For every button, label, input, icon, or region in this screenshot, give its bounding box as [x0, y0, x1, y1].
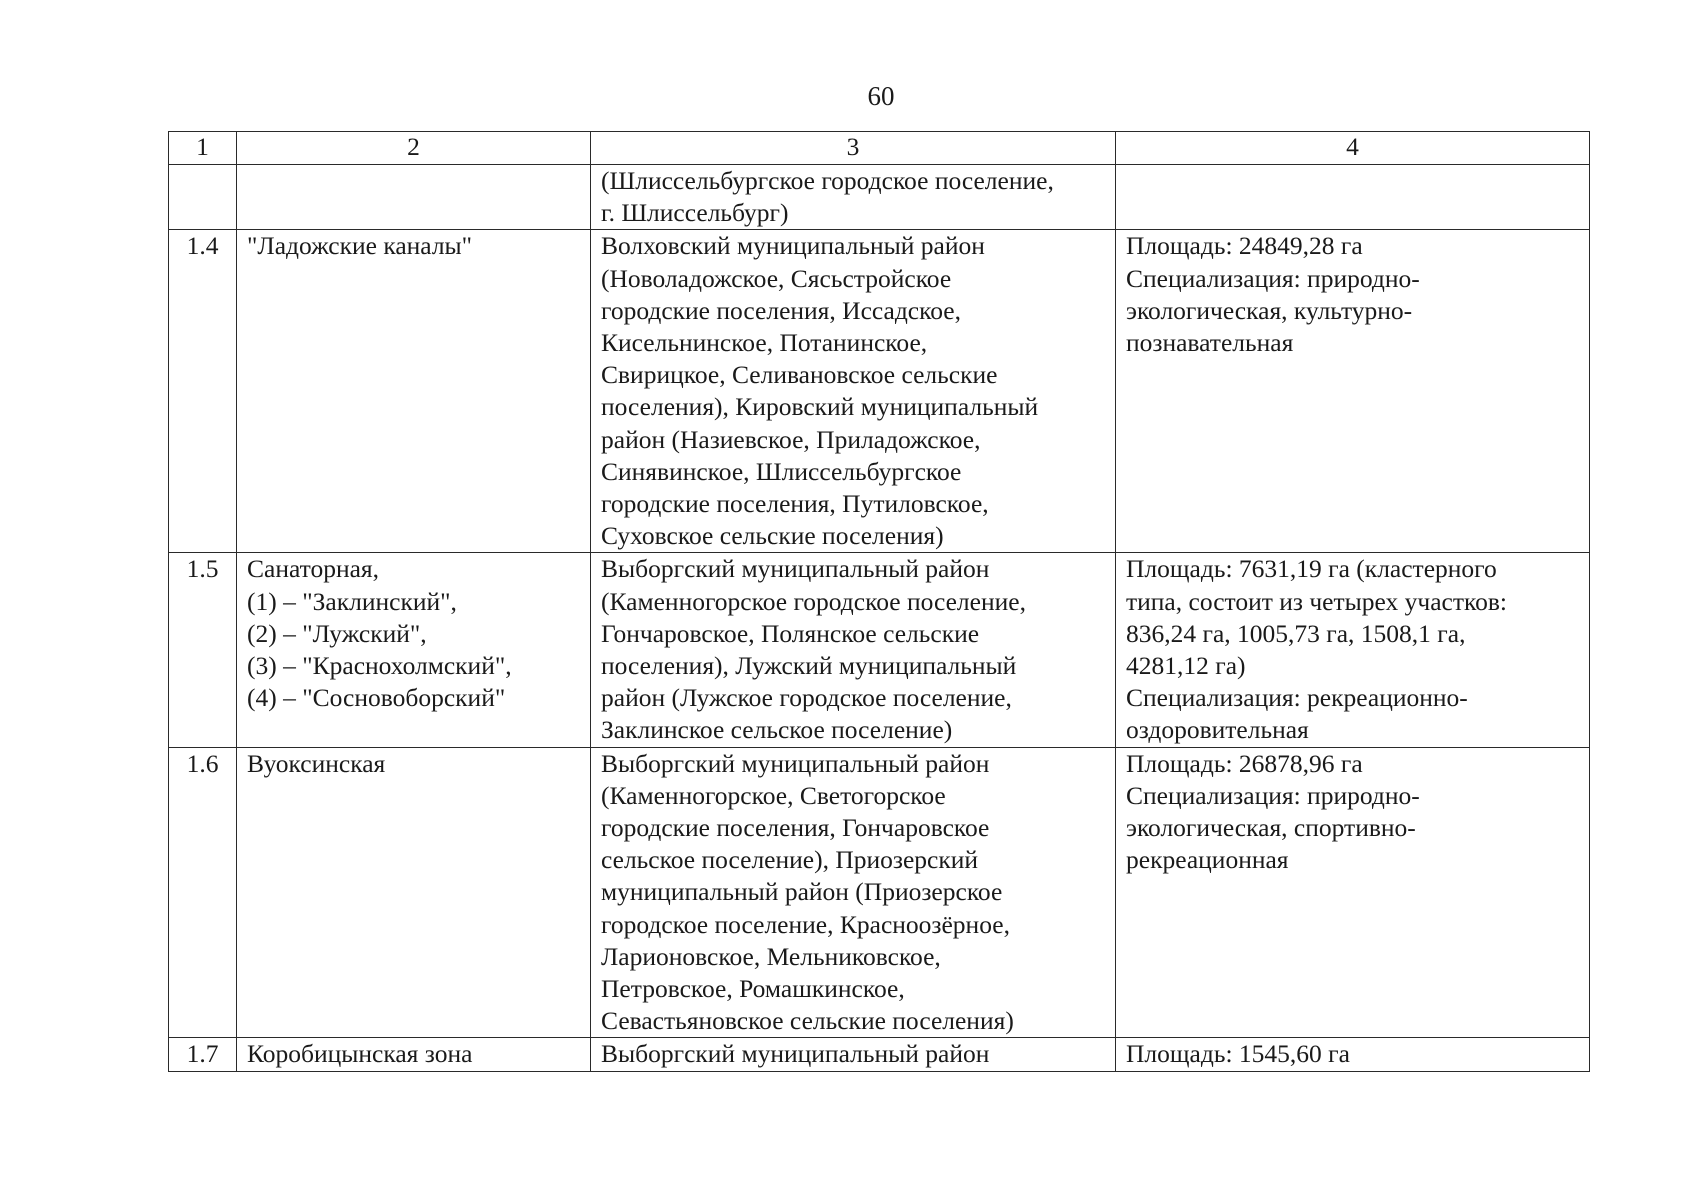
row-number-cell: 1.5 [169, 553, 237, 747]
location-cell [591, 747, 1116, 1038]
table-row [169, 553, 1590, 747]
location-line: Гончаровское, Полянское сельские [601, 618, 980, 648]
zone-name-line: (4) – "Сосновоборский" [247, 683, 506, 713]
location-line: г. Шлиссельбург) [601, 198, 789, 228]
info-line: Площадь: 24849,28 га [1126, 231, 1363, 261]
zone-name-line: (1) – "Заклинский", [247, 586, 457, 616]
zone-name-line: Санаторная, [247, 554, 380, 584]
page-number: 60 [867, 81, 895, 111]
info-line: Специализация: природно- [1126, 780, 1420, 810]
zones-table [168, 131, 1590, 1072]
location-line: Свирицкое, Селивановское сельские [601, 360, 998, 390]
location-cell [591, 165, 1116, 230]
row-number-cell: 1.6 [169, 747, 237, 1038]
table-row [169, 1038, 1590, 1071]
info-cell [1116, 165, 1590, 230]
location-line: городские поселения, Гончаровское [601, 813, 990, 843]
table-row [169, 230, 1590, 553]
location-cell [591, 553, 1116, 747]
location-line: район (Назиевское, Приладожское, [601, 424, 981, 454]
location-line: Выборгский муниципальный район [601, 1039, 990, 1069]
info-line: Специализация: природно- [1126, 263, 1420, 293]
zone-name-line: (3) – "Краснохолмский", [247, 651, 512, 681]
info-line: Специализация: рекреационно- [1126, 683, 1468, 713]
info-cell [1116, 553, 1590, 747]
info-line: 836,24 га, 1005,73 га, 1508,1 га, [1126, 618, 1466, 648]
zone-name-cell [237, 165, 591, 230]
column-header-3: 3 [591, 132, 1116, 165]
zone-name-cell [237, 1038, 591, 1071]
info-line: Площадь: 7631,19 га (кластерного [1126, 554, 1497, 584]
location-line: Петровское, Ромашкинское, [601, 974, 905, 1004]
location-cell [591, 230, 1116, 553]
info-cell [1116, 747, 1590, 1038]
location-line: (Новоладожское, Сясьстройское [601, 263, 952, 293]
location-line: Заклинское сельское поселение) [601, 715, 953, 745]
location-line: муниципальный район (Приозерское [601, 877, 1003, 907]
location-line: городские поселения, Путиловское, [601, 489, 989, 519]
info-line: экологическая, культурно- [1126, 295, 1413, 325]
row-number-cell: 1.4 [169, 230, 237, 553]
column-header-1: 1 [169, 132, 237, 165]
zone-name-line: Коробицынская зона [247, 1039, 473, 1069]
row-number-cell: 1.7 [169, 1038, 237, 1071]
location-line: сельское поселение), Приозерский [601, 845, 979, 875]
row-number-cell [169, 165, 237, 230]
info-line: Площадь: 1545,60 га [1126, 1039, 1350, 1069]
header-row [169, 132, 1590, 165]
table-row-continuation [169, 165, 1590, 230]
info-line: рекреационная [1126, 845, 1289, 875]
zone-name-line: "Ладожские каналы" [247, 231, 473, 261]
location-line: Волховский муниципальный район [601, 231, 985, 261]
location-line: (Шлиссельбургское городское поселение, [601, 166, 1054, 195]
location-line: Севастьяновское сельские поселения) [601, 1006, 1014, 1036]
zone-name-line: (2) – "Лужский", [247, 618, 427, 648]
zone-name-cell [237, 230, 591, 553]
info-line: Площадь: 26878,96 га [1126, 748, 1363, 778]
location-line: Синявинское, Шлиссельбургское [601, 456, 962, 486]
zone-name-line: Вуоксинская [247, 748, 386, 778]
location-line: городские поселения, Иссадское, [601, 295, 961, 325]
location-line: Выборгский муниципальный район [601, 748, 990, 778]
column-header-2: 2 [237, 132, 591, 165]
info-line: оздоровительная [1126, 715, 1309, 745]
table-row [169, 747, 1590, 1038]
info-line: типа, состоит из четырех участков: [1126, 586, 1507, 616]
info-line: 4281,12 га) [1126, 651, 1246, 681]
column-header-4: 4 [1116, 132, 1590, 165]
info-cell [1116, 1038, 1590, 1071]
info-line: познавательная [1126, 328, 1294, 358]
zone-name-cell [237, 553, 591, 747]
location-cell [591, 1038, 1116, 1071]
location-line: (Каменногорское городское поселение, [601, 586, 1026, 616]
location-line: поселения), Лужский муниципальный [601, 651, 1017, 681]
location-line: Кисельнинское, Потанинское, [601, 328, 928, 358]
info-cell [1116, 230, 1590, 553]
location-line: Выборгский муниципальный район [601, 554, 990, 584]
location-line: поселения), Кировский муниципальный [601, 392, 1039, 422]
location-line: (Каменногорское, Светогорское [601, 780, 946, 810]
location-line: Ларионовское, Мельниковское, [601, 941, 941, 971]
location-line: городское поселение, Красноозёрное, [601, 909, 1010, 939]
location-line: район (Лужское городское поселение, [601, 683, 1012, 713]
info-line: экологическая, спортивно- [1126, 813, 1416, 843]
location-line: Суховское сельские поселения) [601, 521, 944, 551]
zone-name-cell [237, 747, 591, 1038]
